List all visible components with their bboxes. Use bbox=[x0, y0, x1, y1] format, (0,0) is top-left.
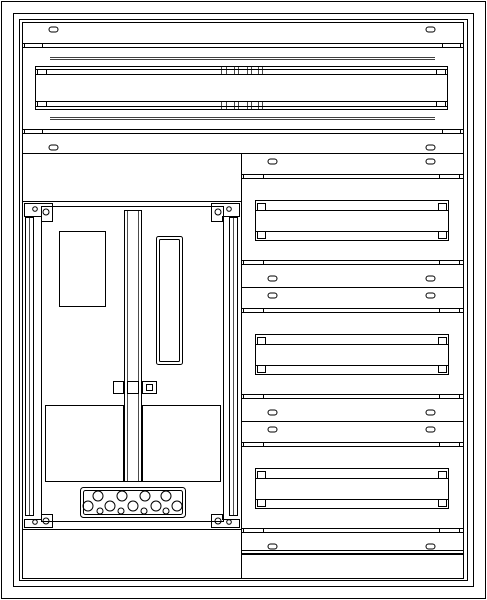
lower-compartment-left bbox=[46, 406, 124, 482]
terminal-hole bbox=[117, 491, 127, 501]
center-channel bbox=[125, 211, 142, 482]
breaker-end-cap bbox=[439, 472, 447, 479]
meter-panel bbox=[23, 154, 242, 579]
rail-clip bbox=[244, 309, 264, 313]
rail-clip bbox=[440, 529, 460, 533]
rail-clip bbox=[440, 443, 460, 447]
breaker-end-cap bbox=[258, 204, 266, 211]
mount-slot bbox=[426, 544, 435, 549]
rail-clip bbox=[244, 443, 264, 447]
breaker-end-cap bbox=[439, 500, 447, 507]
breaker-modules bbox=[242, 159, 464, 555]
screw bbox=[215, 209, 221, 215]
breaker-bar bbox=[256, 201, 449, 241]
rail-clip bbox=[443, 130, 461, 134]
breaker-end-cap bbox=[258, 500, 266, 507]
rail-clip bbox=[440, 395, 460, 399]
lower-compartment-right bbox=[143, 406, 221, 482]
rail-clip bbox=[25, 44, 43, 48]
breaker-end-cap bbox=[258, 338, 266, 345]
terminal-hole bbox=[161, 491, 171, 501]
mount-slot bbox=[49, 27, 58, 32]
rail-clip bbox=[244, 529, 264, 533]
mount-slot bbox=[268, 276, 277, 281]
inner-frame-inner-edge bbox=[20, 20, 468, 581]
busbar-end-cap bbox=[437, 70, 446, 75]
breaker-end-cap bbox=[439, 232, 447, 239]
screw-hole bbox=[227, 207, 232, 212]
terminal-hole-small bbox=[141, 508, 147, 514]
terminal-holes bbox=[83, 491, 182, 514]
busbar-module bbox=[23, 23, 464, 154]
mount-slot bbox=[426, 145, 435, 150]
breaker-end-cap bbox=[439, 366, 447, 373]
meter-mounting-plate bbox=[42, 207, 224, 522]
busbar-end-cap bbox=[38, 102, 47, 107]
mount-slot bbox=[426, 427, 435, 432]
clamp-center bbox=[128, 382, 139, 394]
breaker-module bbox=[242, 427, 464, 554]
busbar-end-cap bbox=[38, 70, 47, 75]
inner-frame-outer-edge bbox=[14, 14, 474, 587]
screw-hole bbox=[33, 207, 38, 212]
terminal-hole bbox=[128, 501, 138, 511]
breaker-bar bbox=[256, 469, 449, 509]
mount-slot bbox=[268, 544, 277, 549]
terminal-hole bbox=[172, 501, 182, 511]
terminal-hole-small bbox=[118, 508, 124, 514]
terminal-hole-small bbox=[97, 508, 103, 514]
rail-clip bbox=[244, 395, 264, 399]
screw-hole bbox=[227, 520, 232, 525]
breaker-end-cap bbox=[258, 232, 266, 239]
rail-clip bbox=[443, 44, 461, 48]
mount-slot bbox=[426, 159, 435, 164]
breaker-module bbox=[242, 293, 464, 422]
busbar bbox=[36, 67, 448, 110]
screw bbox=[43, 209, 49, 215]
mount-slot bbox=[268, 159, 277, 164]
mount-slot bbox=[268, 427, 277, 432]
terminal-hole bbox=[83, 501, 93, 511]
terminal-hole bbox=[93, 491, 103, 501]
rail-clip bbox=[440, 309, 460, 313]
busbar-center-marks bbox=[222, 67, 263, 110]
breaker-end-cap bbox=[258, 366, 266, 373]
mount-slot bbox=[268, 293, 277, 298]
clamp-left bbox=[114, 382, 124, 394]
breaker-section bbox=[242, 154, 464, 579]
rail-clip bbox=[25, 130, 43, 134]
mount-slot bbox=[49, 145, 58, 150]
busbar-end-cap bbox=[437, 102, 446, 107]
terminal-hole bbox=[105, 501, 115, 511]
rail-clip bbox=[244, 175, 264, 179]
mount-slot bbox=[426, 410, 435, 415]
breaker-end-cap bbox=[439, 338, 447, 345]
mount-slot bbox=[426, 276, 435, 281]
mount-slot bbox=[268, 410, 277, 415]
breaker-end-cap bbox=[258, 472, 266, 479]
rail-clip bbox=[440, 261, 460, 265]
mount-slot bbox=[426, 27, 435, 32]
terminal-hole-small bbox=[163, 508, 169, 514]
meter-window bbox=[60, 232, 106, 307]
clamp-right bbox=[143, 382, 157, 394]
meter-slot bbox=[157, 237, 183, 365]
terminal-hole bbox=[140, 491, 150, 501]
breaker-module bbox=[242, 159, 464, 288]
meter-slot-inner bbox=[160, 240, 180, 362]
breaker-end-cap bbox=[439, 204, 447, 211]
screw-hole bbox=[33, 520, 38, 525]
mount-slot bbox=[426, 293, 435, 298]
rail-clip bbox=[244, 261, 264, 265]
breaker-bar bbox=[256, 335, 449, 375]
terminal-hole bbox=[151, 501, 161, 511]
rail-clip bbox=[440, 175, 460, 179]
